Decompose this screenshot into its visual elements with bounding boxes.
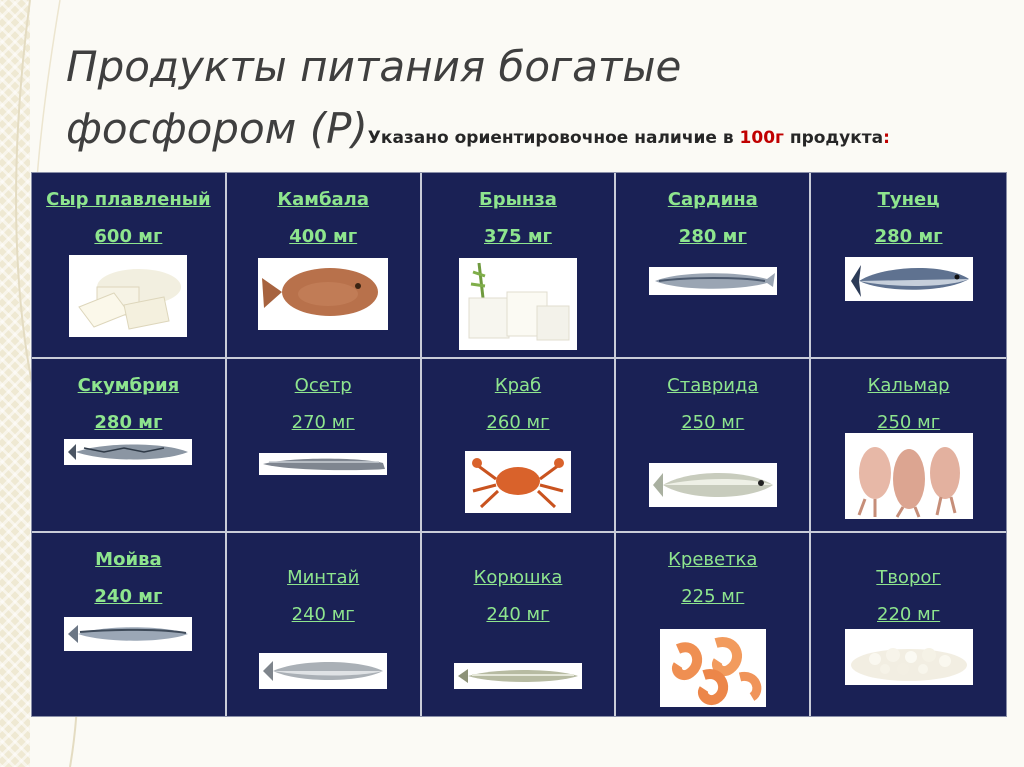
- product-amount: 280 мг: [678, 226, 747, 247]
- slide-title: [66, 36, 996, 160]
- product-name: Сардина: [667, 189, 758, 210]
- squid-photo-icon: [845, 433, 973, 519]
- product-name: Осетр: [294, 375, 352, 396]
- product-cell: [422, 359, 617, 533]
- horse-mackerel-photo-icon: [649, 463, 777, 507]
- product-name: Тунец: [877, 189, 940, 210]
- product-amount: 270 мг: [291, 412, 355, 433]
- product-amount: 240 мг: [291, 604, 355, 625]
- subtitle-text-end: продукта: [783, 128, 884, 148]
- product-name: Креветка: [668, 549, 758, 570]
- product-cell: [616, 359, 811, 533]
- sturgeon-photo-icon: [259, 453, 387, 475]
- product-cell: [422, 173, 617, 359]
- cheese-photo-icon: [69, 255, 187, 337]
- sardine-photo-icon: [649, 267, 777, 295]
- shrimp-photo-icon: [660, 629, 766, 707]
- product-name: Минтай: [287, 567, 360, 588]
- subtitle-highlight: 100г: [739, 128, 784, 148]
- product-amount: 220 мг: [877, 604, 941, 625]
- product-amount: 240 мг: [94, 586, 163, 607]
- product-name: Краб: [494, 375, 542, 396]
- product-amount: 260 мг: [486, 412, 550, 433]
- product-name: Камбала: [277, 189, 369, 210]
- title-line-1: Продукты питания богатые: [66, 42, 682, 91]
- product-cell: [616, 533, 811, 716]
- subtitle-colon: :: [883, 128, 890, 148]
- products-table: [31, 172, 1007, 717]
- product-cell: [32, 173, 227, 359]
- product-name: Мойва: [95, 549, 162, 570]
- product-amount: 250 мг: [877, 412, 941, 433]
- product-amount: 240 мг: [486, 604, 550, 625]
- product-amount: 280 мг: [94, 412, 163, 433]
- pollock-photo-icon: [259, 653, 387, 689]
- product-cell: [811, 173, 1006, 359]
- tuna-photo-icon: [845, 257, 973, 301]
- product-name: Ставрида: [667, 375, 759, 396]
- product-amount: 600 мг: [94, 226, 163, 247]
- product-name: Кальмар: [867, 375, 950, 396]
- product-cell: [227, 359, 422, 533]
- product-cell: [811, 533, 1006, 716]
- capelin-photo-icon: [64, 617, 192, 651]
- product-amount: 280 мг: [874, 226, 943, 247]
- cottage-cheese-photo-icon: [845, 629, 973, 685]
- product-cell: [811, 359, 1006, 533]
- product-cell: [32, 533, 227, 716]
- mackerel-photo-icon: [64, 439, 192, 465]
- feta-photo-icon: [459, 258, 577, 350]
- title-line-2: фосфором (Р): [66, 104, 368, 153]
- subtitle: [368, 128, 890, 148]
- subtitle-text: Указано ориентировочное наличие в: [367, 128, 740, 148]
- product-cell: [422, 533, 617, 716]
- product-cell: [227, 533, 422, 716]
- flounder-photo-icon: [258, 258, 388, 330]
- product-amount: 225 мг: [681, 586, 745, 607]
- product-cell: [227, 173, 422, 359]
- product-cell: [616, 173, 811, 359]
- product-cell: [32, 359, 227, 533]
- product-name: Сыр плавленый: [46, 189, 211, 210]
- decorative-side-strip: [0, 0, 30, 767]
- product-amount: 250 мг: [681, 412, 745, 433]
- product-amount: 400 мг: [289, 226, 358, 247]
- crab-photo-icon: [465, 451, 571, 513]
- product-amount: 375 мг: [484, 226, 552, 247]
- product-name: Корюшка: [473, 567, 563, 588]
- smelt-photo-icon: [454, 663, 582, 689]
- product-name: Скумбрия: [77, 375, 180, 396]
- product-name: Творог: [876, 567, 941, 588]
- product-name: Брынза: [479, 189, 557, 210]
